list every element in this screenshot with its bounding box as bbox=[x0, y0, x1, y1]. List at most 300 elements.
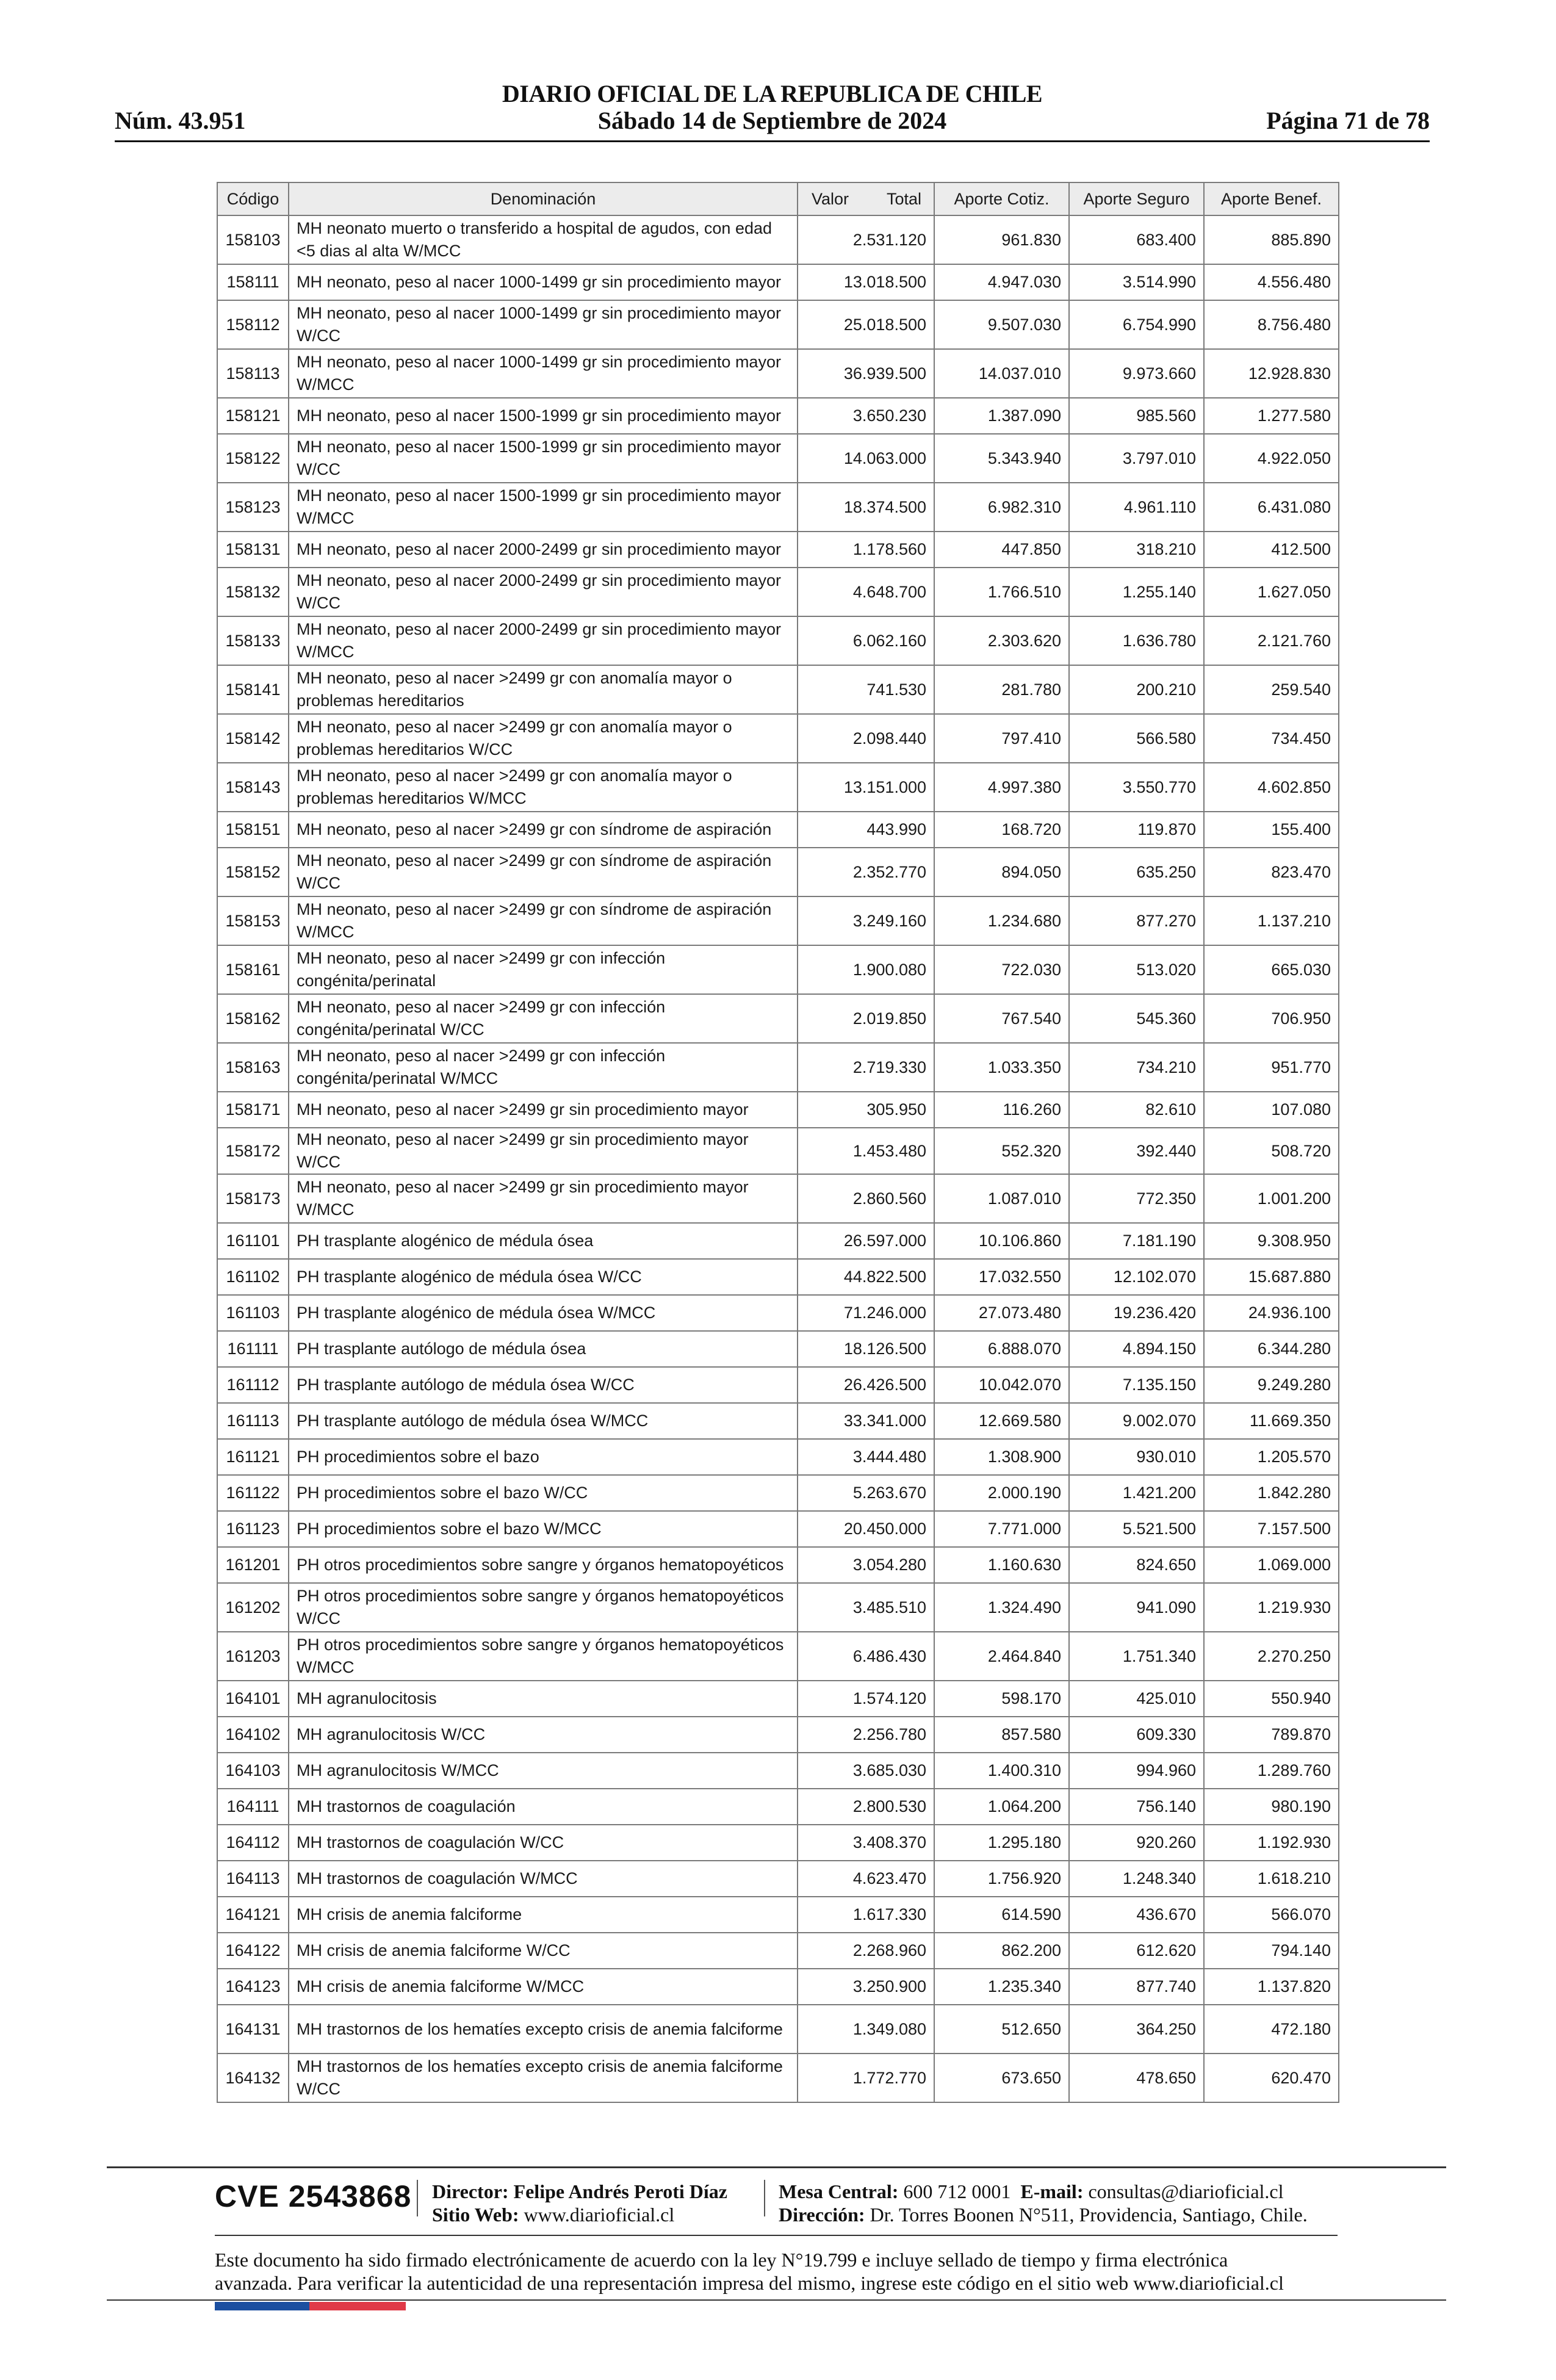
table-row bbox=[217, 1295, 1339, 1331]
row-code: 161201 bbox=[217, 1547, 289, 1583]
row-aporte-benef: 4.556.480 bbox=[1204, 264, 1339, 300]
row-code: 158172 bbox=[217, 1128, 289, 1174]
row-code: 158113 bbox=[217, 349, 289, 398]
legal-line: Este documento ha sido firmado electrónicamente de acuerdo con la ley N°19.799 e incluye sellado de tiempo y firma electrónica bbox=[215, 2249, 1228, 2271]
row-aporte-benef: 508.720 bbox=[1204, 1128, 1339, 1174]
row-aporte-seguro: 994.960 bbox=[1069, 1753, 1204, 1789]
row-total: 33.341.000 bbox=[798, 1403, 934, 1439]
row-code: 161122 bbox=[217, 1475, 289, 1511]
row-total: 3.249.160 bbox=[798, 896, 934, 945]
row-total: 26.426.500 bbox=[798, 1367, 934, 1403]
row-aporte-cotiz: 17.032.550 bbox=[934, 1259, 1069, 1295]
table-row bbox=[217, 1439, 1339, 1475]
row-name: MH neonato, peso al nacer 1500-1999 gr sin procedimiento mayor bbox=[289, 398, 798, 434]
row-aporte-seguro: 425.010 bbox=[1069, 1681, 1204, 1717]
row-aporte-seguro: 318.210 bbox=[1069, 532, 1204, 568]
row-aporte-seguro: 877.270 bbox=[1069, 896, 1204, 945]
row-aporte-benef: 1.137.210 bbox=[1204, 896, 1339, 945]
table-row bbox=[217, 1753, 1339, 1789]
row-aporte-seguro: 82.610 bbox=[1069, 1092, 1204, 1128]
flag-blue-stripe bbox=[215, 2302, 309, 2310]
row-aporte-cotiz: 1.234.680 bbox=[934, 896, 1069, 945]
row-aporte-seguro: 4.894.150 bbox=[1069, 1331, 1204, 1367]
row-total: 305.950 bbox=[798, 1092, 934, 1128]
row-name: MH trastornos de coagulación bbox=[289, 1789, 798, 1825]
row-total: 2.719.330 bbox=[798, 1043, 934, 1092]
row-aporte-benef: 12.928.830 bbox=[1204, 349, 1339, 398]
row-total: 6.486.430 bbox=[798, 1632, 934, 1681]
row-total: 3.408.370 bbox=[798, 1825, 934, 1861]
row-name: MH neonato, peso al nacer 1000-1499 gr sin procedimiento mayor W/MCC bbox=[289, 349, 798, 398]
row-aporte-cotiz: 7.771.000 bbox=[934, 1511, 1069, 1547]
row-total: 1.574.120 bbox=[798, 1681, 934, 1717]
row-aporte-seguro: 1.751.340 bbox=[1069, 1632, 1204, 1681]
row-total: 3.054.280 bbox=[798, 1547, 934, 1583]
row-name: MH neonato, peso al nacer >2499 gr con infección congénita/perinatal W/MCC bbox=[289, 1043, 798, 1092]
row-code: 158103 bbox=[217, 215, 289, 264]
row-name: MH neonato muerto o transferido a hospital de agudos, con edad <5 dias al alta W/MCC bbox=[289, 215, 798, 264]
tariff-table bbox=[217, 182, 1339, 2103]
header-name: Denominación bbox=[289, 182, 798, 215]
row-name: PH trasplante alogénico de médula ósea bbox=[289, 1223, 798, 1259]
row-aporte-seguro: 683.400 bbox=[1069, 215, 1204, 264]
row-aporte-cotiz: 1.324.490 bbox=[934, 1583, 1069, 1632]
row-aporte-cotiz: 4.997.380 bbox=[934, 763, 1069, 812]
row-aporte-cotiz: 1.160.630 bbox=[934, 1547, 1069, 1583]
row-aporte-cotiz: 722.030 bbox=[934, 945, 1069, 994]
row-code: 158163 bbox=[217, 1043, 289, 1092]
row-aporte-seguro: 200.210 bbox=[1069, 665, 1204, 714]
row-code: 164112 bbox=[217, 1825, 289, 1861]
row-aporte-cotiz: 5.343.940 bbox=[934, 434, 1069, 483]
table-row bbox=[217, 665, 1339, 714]
row-name: MH neonato, peso al nacer >2499 gr sin procedimiento mayor bbox=[289, 1092, 798, 1128]
table-row bbox=[217, 848, 1339, 896]
row-code: 164102 bbox=[217, 1717, 289, 1753]
row-name: MH neonato, peso al nacer >2499 gr sin procedimiento mayor W/CC bbox=[289, 1128, 798, 1174]
row-name: MH agranulocitosis bbox=[289, 1681, 798, 1717]
table-row bbox=[217, 1174, 1339, 1223]
row-name: MH neonato, peso al nacer >2499 gr con infección congénita/perinatal bbox=[289, 945, 798, 994]
table-row bbox=[217, 1128, 1339, 1174]
row-aporte-cotiz: 447.850 bbox=[934, 532, 1069, 568]
row-name: MH neonato, peso al nacer >2499 gr con anomalía mayor o problemas hereditarios W/CC bbox=[289, 714, 798, 763]
row-name: MH neonato, peso al nacer 1500-1999 gr sin procedimiento mayor W/CC bbox=[289, 434, 798, 483]
row-name: MH neonato, peso al nacer 1000-1499 gr sin procedimiento mayor bbox=[289, 264, 798, 300]
row-aporte-seguro: 9.002.070 bbox=[1069, 1403, 1204, 1439]
footer-separator bbox=[764, 2180, 765, 2216]
director-label: Director: bbox=[432, 2180, 509, 2202]
row-name: PH otros procedimientos sobre sangre y órganos hematopoyéticos bbox=[289, 1547, 798, 1583]
row-aporte-seguro: 1.636.780 bbox=[1069, 616, 1204, 665]
row-aporte-benef: 1.192.930 bbox=[1204, 1825, 1339, 1861]
row-code: 164123 bbox=[217, 1969, 289, 2005]
row-name: MH crisis de anemia falciforme bbox=[289, 1897, 798, 1933]
row-aporte-seguro: 985.560 bbox=[1069, 398, 1204, 434]
row-aporte-seguro: 12.102.070 bbox=[1069, 1259, 1204, 1295]
row-aporte-cotiz: 894.050 bbox=[934, 848, 1069, 896]
row-total: 71.246.000 bbox=[798, 1295, 934, 1331]
row-name: MH neonato, peso al nacer >2499 gr con infección congénita/perinatal W/CC bbox=[289, 994, 798, 1043]
table-row bbox=[217, 1632, 1339, 1681]
row-aporte-cotiz: 767.540 bbox=[934, 994, 1069, 1043]
row-aporte-cotiz: 1.766.510 bbox=[934, 568, 1069, 616]
row-aporte-seguro: 513.020 bbox=[1069, 945, 1204, 994]
row-aporte-seguro: 920.260 bbox=[1069, 1825, 1204, 1861]
row-name: PH trasplante autólogo de médula ósea bbox=[289, 1331, 798, 1367]
row-name: MH trastornos de coagulación W/MCC bbox=[289, 1861, 798, 1897]
row-code: 158133 bbox=[217, 616, 289, 665]
row-aporte-seguro: 3.550.770 bbox=[1069, 763, 1204, 812]
row-aporte-seguro: 6.754.990 bbox=[1069, 300, 1204, 349]
row-aporte-benef: 155.400 bbox=[1204, 812, 1339, 848]
table-row bbox=[217, 398, 1339, 434]
row-aporte-cotiz: 857.580 bbox=[934, 1717, 1069, 1753]
row-aporte-benef: 1.001.200 bbox=[1204, 1174, 1339, 1223]
table-row bbox=[217, 1092, 1339, 1128]
header-divider bbox=[115, 140, 1430, 142]
row-total: 3.250.900 bbox=[798, 1969, 934, 2005]
row-aporte-cotiz: 116.260 bbox=[934, 1092, 1069, 1128]
header-code: Código bbox=[217, 182, 289, 215]
header-aporte-cotiz: Aporte Cotiz. bbox=[934, 182, 1069, 215]
row-aporte-seguro: 119.870 bbox=[1069, 812, 1204, 848]
row-total: 1.349.080 bbox=[798, 2005, 934, 2054]
row-total: 18.126.500 bbox=[798, 1331, 934, 1367]
row-name: MH neonato, peso al nacer 1000-1499 gr sin procedimiento mayor W/CC bbox=[289, 300, 798, 349]
row-code: 158111 bbox=[217, 264, 289, 300]
row-aporte-benef: 823.470 bbox=[1204, 848, 1339, 896]
table-row bbox=[217, 434, 1339, 483]
row-aporte-benef: 412.500 bbox=[1204, 532, 1339, 568]
row-name: MH neonato, peso al nacer >2499 gr con síndrome de aspiración bbox=[289, 812, 798, 848]
row-total: 2.256.780 bbox=[798, 1717, 934, 1753]
row-total: 4.648.700 bbox=[798, 568, 934, 616]
row-code: 158162 bbox=[217, 994, 289, 1043]
issue-number: Núm. 43.951 bbox=[115, 107, 246, 134]
row-aporte-seguro: 1.255.140 bbox=[1069, 568, 1204, 616]
row-total: 3.444.480 bbox=[798, 1439, 934, 1475]
row-total: 2.019.850 bbox=[798, 994, 934, 1043]
row-name: MH trastornos de los hematíes excepto crisis de anemia falciforme W/CC bbox=[289, 2054, 798, 2102]
page-number: Página 71 de 78 bbox=[1266, 107, 1430, 134]
table-row bbox=[217, 763, 1339, 812]
row-code: 158153 bbox=[217, 896, 289, 945]
row-code: 161101 bbox=[217, 1223, 289, 1259]
table-row bbox=[217, 1475, 1339, 1511]
row-aporte-benef: 1.205.570 bbox=[1204, 1439, 1339, 1475]
row-name: MH agranulocitosis W/CC bbox=[289, 1717, 798, 1753]
row-aporte-cotiz: 1.235.340 bbox=[934, 1969, 1069, 2005]
row-aporte-seguro: 772.350 bbox=[1069, 1174, 1204, 1223]
row-aporte-seguro: 3.514.990 bbox=[1069, 264, 1204, 300]
row-code: 161112 bbox=[217, 1367, 289, 1403]
row-aporte-cotiz: 2.303.620 bbox=[934, 616, 1069, 665]
row-aporte-seguro: 734.210 bbox=[1069, 1043, 1204, 1092]
row-code: 158173 bbox=[217, 1174, 289, 1223]
row-aporte-cotiz: 14.037.010 bbox=[934, 349, 1069, 398]
row-aporte-cotiz: 6.888.070 bbox=[934, 1331, 1069, 1367]
table-row bbox=[217, 1897, 1339, 1933]
row-aporte-cotiz: 961.830 bbox=[934, 215, 1069, 264]
row-aporte-seguro: 436.670 bbox=[1069, 1897, 1204, 1933]
row-code: 161111 bbox=[217, 1331, 289, 1367]
row-code: 158112 bbox=[217, 300, 289, 349]
table-row bbox=[217, 1825, 1339, 1861]
row-total: 2.352.770 bbox=[798, 848, 934, 896]
footer-separator bbox=[417, 2180, 418, 2216]
table-row bbox=[217, 300, 1339, 349]
row-aporte-benef: 1.627.050 bbox=[1204, 568, 1339, 616]
table-row bbox=[217, 1331, 1339, 1367]
row-aporte-cotiz: 27.073.480 bbox=[934, 1295, 1069, 1331]
publication-title: DIARIO OFICIAL DE LA REPUBLICA DE CHILE bbox=[502, 80, 1043, 107]
table-row bbox=[217, 1969, 1339, 2005]
row-code: 158171 bbox=[217, 1092, 289, 1128]
row-aporte-benef: 7.157.500 bbox=[1204, 1511, 1339, 1547]
header-total: Total bbox=[886, 189, 921, 208]
row-total: 5.263.670 bbox=[798, 1475, 934, 1511]
row-aporte-benef: 9.308.950 bbox=[1204, 1223, 1339, 1259]
row-aporte-seguro: 5.521.500 bbox=[1069, 1511, 1204, 1547]
table-body bbox=[217, 215, 1339, 2102]
row-code: 158151 bbox=[217, 812, 289, 848]
header-aporte-seguro: Aporte Seguro bbox=[1069, 182, 1204, 215]
row-name: MH crisis de anemia falciforme W/MCC bbox=[289, 1969, 798, 2005]
row-total: 1.178.560 bbox=[798, 532, 934, 568]
row-aporte-benef: 107.080 bbox=[1204, 1092, 1339, 1128]
row-aporte-cotiz: 862.200 bbox=[934, 1933, 1069, 1969]
row-aporte-seguro: 9.973.660 bbox=[1069, 349, 1204, 398]
row-aporte-cotiz: 1.308.900 bbox=[934, 1439, 1069, 1475]
web-link[interactable]: www.diarioficial.cl bbox=[524, 2204, 675, 2226]
row-aporte-benef: 1.842.280 bbox=[1204, 1475, 1339, 1511]
row-aporte-cotiz: 1.295.180 bbox=[934, 1825, 1069, 1861]
row-code: 164132 bbox=[217, 2054, 289, 2102]
row-aporte-cotiz: 1.087.010 bbox=[934, 1174, 1069, 1223]
row-aporte-seguro: 1.248.340 bbox=[1069, 1861, 1204, 1897]
row-aporte-benef: 620.470 bbox=[1204, 2054, 1339, 2102]
row-aporte-cotiz: 281.780 bbox=[934, 665, 1069, 714]
table-header-row bbox=[217, 182, 1339, 215]
row-total: 13.151.000 bbox=[798, 763, 934, 812]
footer-mid-divider bbox=[215, 2235, 1338, 2236]
row-aporte-seguro: 392.440 bbox=[1069, 1128, 1204, 1174]
row-name: MH neonato, peso al nacer 1500-1999 gr sin procedimiento mayor W/MCC bbox=[289, 483, 798, 532]
row-total: 14.063.000 bbox=[798, 434, 934, 483]
row-aporte-benef: 789.870 bbox=[1204, 1717, 1339, 1753]
table-row bbox=[217, 215, 1339, 264]
row-aporte-benef: 665.030 bbox=[1204, 945, 1339, 994]
row-aporte-benef: 2.121.760 bbox=[1204, 616, 1339, 665]
row-aporte-cotiz: 797.410 bbox=[934, 714, 1069, 763]
table-row bbox=[217, 264, 1339, 300]
row-aporte-cotiz: 1.400.310 bbox=[934, 1753, 1069, 1789]
cve-code: CVE 2543868 bbox=[215, 2179, 412, 2213]
row-aporte-cotiz: 598.170 bbox=[934, 1681, 1069, 1717]
table-row bbox=[217, 1223, 1339, 1259]
row-total: 4.623.470 bbox=[798, 1861, 934, 1897]
table-row bbox=[217, 1043, 1339, 1092]
row-name: PH trasplante autólogo de médula ósea W/CC bbox=[289, 1367, 798, 1403]
row-aporte-seguro: 3.797.010 bbox=[1069, 434, 1204, 483]
table-row bbox=[217, 1861, 1339, 1897]
row-total: 1.772.770 bbox=[798, 2054, 934, 2102]
header-valor: Valor bbox=[812, 189, 849, 208]
row-total: 3.685.030 bbox=[798, 1753, 934, 1789]
row-aporte-benef: 1.069.000 bbox=[1204, 1547, 1339, 1583]
row-aporte-seguro: 824.650 bbox=[1069, 1547, 1204, 1583]
row-code: 161102 bbox=[217, 1259, 289, 1295]
row-code: 164101 bbox=[217, 1681, 289, 1717]
row-aporte-benef: 11.669.350 bbox=[1204, 1403, 1339, 1439]
row-total: 2.860.560 bbox=[798, 1174, 934, 1223]
row-code: 164121 bbox=[217, 1897, 289, 1933]
row-aporte-cotiz: 168.720 bbox=[934, 812, 1069, 848]
direccion-text: Dr. Torres Boonen N°511, Providencia, Santiago, Chile. bbox=[870, 2204, 1308, 2226]
row-name: PH procedimientos sobre el bazo bbox=[289, 1439, 798, 1475]
row-total: 2.531.120 bbox=[798, 215, 934, 264]
table-row bbox=[217, 616, 1339, 665]
row-name: PH otros procedimientos sobre sangre y órganos hematopoyéticos W/CC bbox=[289, 1583, 798, 1632]
table-row bbox=[217, 568, 1339, 616]
row-total: 20.450.000 bbox=[798, 1511, 934, 1547]
row-total: 2.268.960 bbox=[798, 1933, 934, 1969]
row-code: 158161 bbox=[217, 945, 289, 994]
row-total: 1.617.330 bbox=[798, 1897, 934, 1933]
row-aporte-seguro: 612.620 bbox=[1069, 1933, 1204, 1969]
row-code: 158141 bbox=[217, 665, 289, 714]
table-row bbox=[217, 2005, 1339, 2054]
row-aporte-benef: 1.289.760 bbox=[1204, 1753, 1339, 1789]
row-aporte-cotiz: 673.650 bbox=[934, 2054, 1069, 2102]
header-valor-total bbox=[798, 182, 934, 215]
table-row bbox=[217, 1259, 1339, 1295]
row-aporte-cotiz: 12.669.580 bbox=[934, 1403, 1069, 1439]
row-code: 164131 bbox=[217, 2005, 289, 2054]
table-row bbox=[217, 994, 1339, 1043]
row-aporte-benef: 259.540 bbox=[1204, 665, 1339, 714]
table-row bbox=[217, 1583, 1339, 1632]
row-aporte-benef: 706.950 bbox=[1204, 994, 1339, 1043]
table-row bbox=[217, 896, 1339, 945]
row-total: 44.822.500 bbox=[798, 1259, 934, 1295]
row-aporte-cotiz: 6.982.310 bbox=[934, 483, 1069, 532]
table-row bbox=[217, 1681, 1339, 1717]
row-aporte-cotiz: 10.042.070 bbox=[934, 1367, 1069, 1403]
row-aporte-benef: 1.618.210 bbox=[1204, 1861, 1339, 1897]
table-row bbox=[217, 1403, 1339, 1439]
row-name: MH neonato, peso al nacer >2499 gr sin procedimiento mayor W/MCC bbox=[289, 1174, 798, 1223]
row-code: 158152 bbox=[217, 848, 289, 896]
director-name: Felipe Andrés Peroti Díaz bbox=[513, 2180, 727, 2202]
footer-bottom-divider bbox=[107, 2299, 1446, 2301]
row-code: 161202 bbox=[217, 1583, 289, 1632]
row-aporte-benef: 2.270.250 bbox=[1204, 1632, 1339, 1681]
table-row bbox=[217, 945, 1339, 994]
row-name: PH otros procedimientos sobre sangre y órganos hematopoyéticos W/MCC bbox=[289, 1632, 798, 1681]
row-name: MH neonato, peso al nacer >2499 gr con anomalía mayor o problemas hereditarios W/MCC bbox=[289, 763, 798, 812]
row-code: 161123 bbox=[217, 1511, 289, 1547]
row-code: 164122 bbox=[217, 1933, 289, 1969]
row-code: 161113 bbox=[217, 1403, 289, 1439]
row-name: PH trasplante alogénico de médula ósea W/CC bbox=[289, 1259, 798, 1295]
row-aporte-benef: 980.190 bbox=[1204, 1789, 1339, 1825]
row-total: 3.485.510 bbox=[798, 1583, 934, 1632]
row-aporte-seguro: 19.236.420 bbox=[1069, 1295, 1204, 1331]
row-total: 6.062.160 bbox=[798, 616, 934, 665]
row-aporte-benef: 8.756.480 bbox=[1204, 300, 1339, 349]
row-name: MH neonato, peso al nacer 2000-2499 gr sin procedimiento mayor W/MCC bbox=[289, 616, 798, 665]
row-name: PH trasplante alogénico de médula ósea W/MCC bbox=[289, 1295, 798, 1331]
row-aporte-benef: 15.687.880 bbox=[1204, 1259, 1339, 1295]
row-name: MH neonato, peso al nacer >2499 gr con síndrome de aspiración W/MCC bbox=[289, 896, 798, 945]
row-aporte-benef: 4.922.050 bbox=[1204, 434, 1339, 483]
mesa-phone: 600 712 0001 bbox=[903, 2180, 1011, 2202]
table-row bbox=[217, 812, 1339, 848]
row-total: 1.900.080 bbox=[798, 945, 934, 994]
row-aporte-seguro: 930.010 bbox=[1069, 1439, 1204, 1475]
row-aporte-benef: 1.277.580 bbox=[1204, 398, 1339, 434]
row-name: MH trastornos de los hematíes excepto crisis de anemia falciforme bbox=[289, 2005, 798, 2054]
row-name: MH neonato, peso al nacer >2499 gr con anomalía mayor o problemas hereditarios bbox=[289, 665, 798, 714]
director-block bbox=[432, 2180, 727, 2226]
row-name: PH trasplante autólogo de médula ósea W/MCC bbox=[289, 1403, 798, 1439]
row-code: 161103 bbox=[217, 1295, 289, 1331]
row-name: MH trastornos de coagulación W/CC bbox=[289, 1825, 798, 1861]
row-aporte-benef: 794.140 bbox=[1204, 1933, 1339, 1969]
row-aporte-cotiz: 512.650 bbox=[934, 2005, 1069, 2054]
row-total: 443.990 bbox=[798, 812, 934, 848]
row-aporte-cotiz: 2.000.190 bbox=[934, 1475, 1069, 1511]
row-aporte-seguro: 941.090 bbox=[1069, 1583, 1204, 1632]
row-name: MH neonato, peso al nacer 2000-2499 gr sin procedimiento mayor bbox=[289, 532, 798, 568]
row-total: 25.018.500 bbox=[798, 300, 934, 349]
row-code: 164111 bbox=[217, 1789, 289, 1825]
legal-line: avanzada. Para verificar la autenticidad de una representación impresa del mismo, ingrese este código en el sitio web www.diarioficial.cl bbox=[215, 2272, 1284, 2294]
table-row bbox=[217, 1933, 1339, 1969]
row-aporte-cotiz: 10.106.860 bbox=[934, 1223, 1069, 1259]
row-aporte-benef: 734.450 bbox=[1204, 714, 1339, 763]
email-link[interactable]: consultas@diarioficial.cl bbox=[1088, 2180, 1284, 2202]
row-total: 26.597.000 bbox=[798, 1223, 934, 1259]
row-total: 13.018.500 bbox=[798, 264, 934, 300]
direccion-label: Dirección: bbox=[779, 2204, 865, 2226]
row-aporte-seguro: 756.140 bbox=[1069, 1789, 1204, 1825]
row-aporte-benef: 6.344.280 bbox=[1204, 1331, 1339, 1367]
contact-block bbox=[779, 2180, 1308, 2226]
row-aporte-cotiz: 1.033.350 bbox=[934, 1043, 1069, 1092]
row-aporte-seguro: 545.360 bbox=[1069, 994, 1204, 1043]
table-row bbox=[217, 2054, 1339, 2102]
flag-red-stripe bbox=[309, 2302, 406, 2310]
row-code: 158122 bbox=[217, 434, 289, 483]
row-code: 164103 bbox=[217, 1753, 289, 1789]
row-aporte-benef: 550.940 bbox=[1204, 1681, 1339, 1717]
row-aporte-seguro: 566.580 bbox=[1069, 714, 1204, 763]
row-aporte-benef: 566.070 bbox=[1204, 1897, 1339, 1933]
row-aporte-benef: 885.890 bbox=[1204, 215, 1339, 264]
row-total: 2.098.440 bbox=[798, 714, 934, 763]
row-name: PH procedimientos sobre el bazo W/CC bbox=[289, 1475, 798, 1511]
page-header bbox=[115, 74, 1430, 148]
row-name: PH procedimientos sobre el bazo W/MCC bbox=[289, 1511, 798, 1547]
row-total: 2.800.530 bbox=[798, 1789, 934, 1825]
table-row bbox=[217, 349, 1339, 398]
table-row bbox=[217, 714, 1339, 763]
row-aporte-cotiz: 1.387.090 bbox=[934, 398, 1069, 434]
row-total: 1.453.480 bbox=[798, 1128, 934, 1174]
